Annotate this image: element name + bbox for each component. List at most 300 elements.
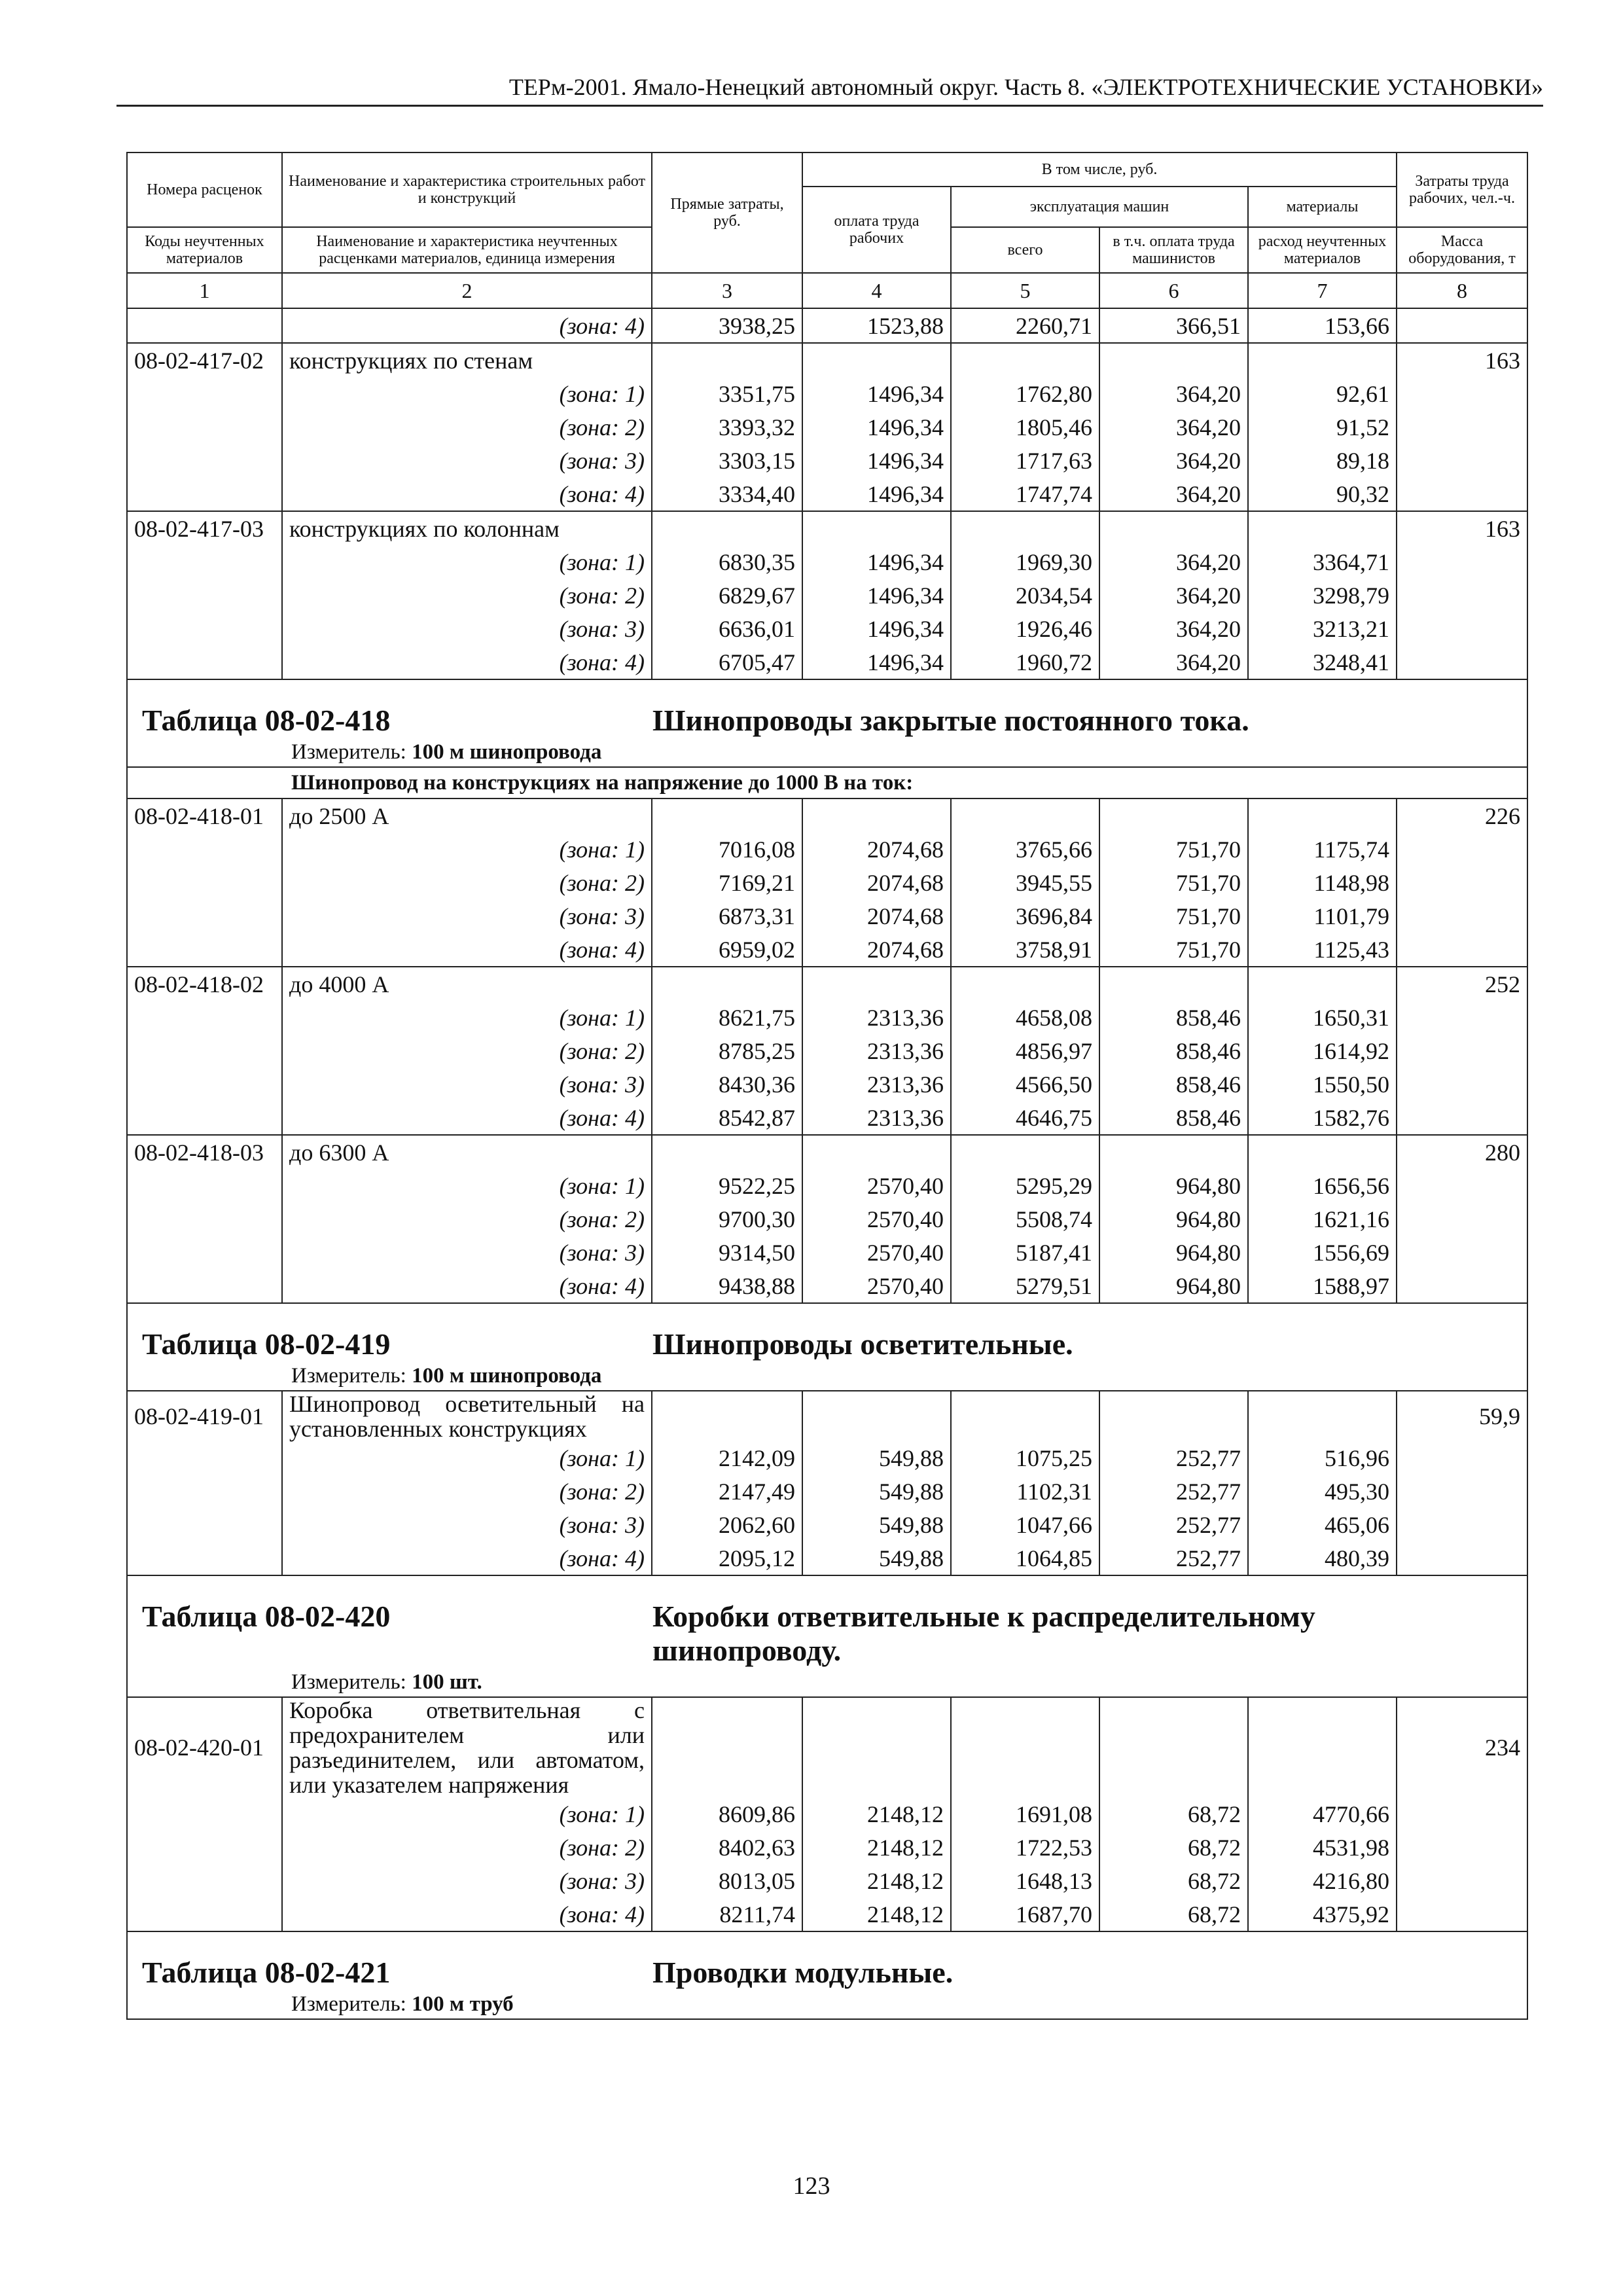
value-cell bbox=[951, 1391, 1099, 1441]
zone-label: (зона: 4) bbox=[282, 308, 652, 343]
table-title-cell bbox=[127, 1575, 1527, 1668]
header-row-1 bbox=[127, 152, 1527, 187]
value-cell: 68,72 bbox=[1099, 1797, 1248, 1831]
value-cell: 2570,40 bbox=[802, 1269, 951, 1303]
code-cell bbox=[127, 833, 282, 866]
code-cell bbox=[127, 645, 282, 679]
labor-cell bbox=[1397, 1831, 1527, 1864]
rate-code: 08-02-417-02 bbox=[127, 343, 282, 377]
value-cell: 6705,47 bbox=[652, 645, 802, 679]
zone-row bbox=[127, 933, 1527, 967]
zone-label: (зона: 2) bbox=[282, 866, 652, 899]
zone-row bbox=[127, 579, 1527, 612]
value-cell: 364,20 bbox=[1099, 579, 1248, 612]
value-cell: 9700,30 bbox=[652, 1202, 802, 1236]
value-cell: 1496,34 bbox=[802, 444, 951, 477]
value-cell bbox=[652, 798, 802, 833]
zone-row bbox=[127, 1034, 1527, 1067]
value-cell bbox=[951, 1135, 1099, 1169]
value-cell: 1101,79 bbox=[1248, 899, 1397, 933]
value-cell: 364,20 bbox=[1099, 377, 1248, 410]
code-cell bbox=[127, 1202, 282, 1236]
value-cell: 964,80 bbox=[1099, 1269, 1248, 1303]
value-cell: 9438,88 bbox=[652, 1269, 802, 1303]
value-cell: 1102,31 bbox=[951, 1475, 1099, 1508]
table-title-row bbox=[127, 1303, 1527, 1361]
zone-row bbox=[127, 866, 1527, 899]
value-cell bbox=[652, 1135, 802, 1169]
code-cell bbox=[127, 1269, 282, 1303]
table-name: Коробки ответвительные к распределительному шинопроводу. bbox=[652, 1600, 1315, 1667]
table-title-row bbox=[127, 1931, 1527, 1990]
value-cell: 1496,34 bbox=[802, 645, 951, 679]
value-cell: 751,70 bbox=[1099, 933, 1248, 967]
labor-cell bbox=[1397, 1508, 1527, 1541]
col-number: 8 bbox=[1397, 273, 1527, 308]
value-cell: 1722,53 bbox=[951, 1831, 1099, 1864]
value-cell: 3696,84 bbox=[951, 899, 1099, 933]
labor-cell bbox=[1397, 308, 1527, 343]
labor-value: 163 bbox=[1397, 343, 1527, 377]
zone-label: (зона: 4) bbox=[282, 1541, 652, 1575]
value-cell: 6873,31 bbox=[652, 899, 802, 933]
value-cell: 2142,09 bbox=[652, 1441, 802, 1475]
zone-row bbox=[127, 308, 1527, 343]
value-cell: 1656,56 bbox=[1248, 1169, 1397, 1202]
zone-row bbox=[127, 1236, 1527, 1269]
value-cell: 8542,87 bbox=[652, 1101, 802, 1135]
labor-cell bbox=[1397, 933, 1527, 967]
zone-label: (зона: 4) bbox=[282, 1269, 652, 1303]
value-cell: 964,80 bbox=[1099, 1169, 1248, 1202]
zone-row bbox=[127, 1269, 1527, 1303]
code-cell bbox=[127, 1067, 282, 1101]
value-cell bbox=[802, 343, 951, 377]
value-cell: 1648,13 bbox=[951, 1864, 1099, 1897]
value-cell: 364,20 bbox=[1099, 410, 1248, 444]
value-cell: 2313,36 bbox=[802, 1001, 951, 1034]
labor-cell bbox=[1397, 899, 1527, 933]
value-cell: 1148,98 bbox=[1248, 866, 1397, 899]
value-cell: 2570,40 bbox=[802, 1169, 951, 1202]
unit-label: Измеритель: bbox=[291, 1670, 406, 1694]
item-name: до 2500 А bbox=[282, 798, 652, 833]
value-cell bbox=[1248, 798, 1397, 833]
item-row bbox=[127, 1391, 1527, 1441]
rates-table bbox=[126, 152, 1528, 2020]
labor-cell bbox=[1397, 410, 1527, 444]
value-cell bbox=[951, 967, 1099, 1001]
labor-cell bbox=[1397, 1067, 1527, 1101]
code-cell bbox=[127, 933, 282, 967]
unit-row bbox=[127, 1668, 1527, 1697]
value-cell: 8211,74 bbox=[652, 1897, 802, 1931]
labor-value: 226 bbox=[1397, 798, 1527, 833]
item-name: до 4000 А bbox=[282, 967, 652, 1001]
rate-code: 08-02-419-01 bbox=[127, 1391, 282, 1441]
labor-cell bbox=[1397, 377, 1527, 410]
zone-label: (зона: 1) bbox=[282, 1001, 652, 1034]
zone-label: (зона: 1) bbox=[282, 833, 652, 866]
col-number: 2 bbox=[282, 273, 652, 308]
value-cell: 1747,74 bbox=[951, 477, 1099, 511]
value-cell: 8402,63 bbox=[652, 1831, 802, 1864]
value-cell: 7016,08 bbox=[652, 833, 802, 866]
value-cell: 2074,68 bbox=[802, 866, 951, 899]
value-cell: 516,96 bbox=[1248, 1441, 1397, 1475]
value-cell: 1588,97 bbox=[1248, 1269, 1397, 1303]
code-cell bbox=[127, 1441, 282, 1475]
zone-label: (зона: 4) bbox=[282, 1101, 652, 1135]
col-header-materials: материалы bbox=[1248, 187, 1397, 227]
value-cell bbox=[1099, 798, 1248, 833]
value-cell bbox=[951, 343, 1099, 377]
code-cell bbox=[127, 899, 282, 933]
value-cell: 366,51 bbox=[1099, 308, 1248, 343]
table-title-row bbox=[127, 679, 1527, 738]
item-name: Шинопровод осветительный на установленных конструкциях bbox=[282, 1391, 652, 1441]
value-cell: 6959,02 bbox=[652, 933, 802, 967]
zone-row bbox=[127, 1541, 1527, 1575]
zone-row bbox=[127, 1202, 1527, 1236]
code-cell bbox=[127, 444, 282, 477]
zone-label: (зона: 2) bbox=[282, 1831, 652, 1864]
zone-label: (зона: 4) bbox=[282, 933, 652, 967]
table-name: Шинопроводы закрытые постоянного тока. bbox=[652, 704, 1249, 737]
zone-row bbox=[127, 899, 1527, 933]
value-cell: 1969,30 bbox=[951, 545, 1099, 579]
value-cell: 9314,50 bbox=[652, 1236, 802, 1269]
code-cell bbox=[127, 579, 282, 612]
value-cell: 8621,75 bbox=[652, 1001, 802, 1034]
labor-cell bbox=[1397, 1797, 1527, 1831]
value-cell bbox=[652, 1697, 802, 1797]
zone-row bbox=[127, 1797, 1527, 1831]
value-cell: 4216,80 bbox=[1248, 1864, 1397, 1897]
table-body bbox=[127, 152, 1527, 2019]
item-row bbox=[127, 798, 1527, 833]
code-cell bbox=[127, 545, 282, 579]
zone-label: (зона: 2) bbox=[282, 410, 652, 444]
zone-row bbox=[127, 645, 1527, 679]
zone-label: (зона: 4) bbox=[282, 645, 652, 679]
zone-row bbox=[127, 1001, 1527, 1034]
zone-label: (зона: 2) bbox=[282, 1202, 652, 1236]
code-cell bbox=[127, 1797, 282, 1831]
value-cell: 2148,12 bbox=[802, 1831, 951, 1864]
value-cell: 964,80 bbox=[1099, 1236, 1248, 1269]
value-cell: 4531,98 bbox=[1248, 1831, 1397, 1864]
value-cell: 549,88 bbox=[802, 1541, 951, 1575]
value-cell bbox=[1099, 1391, 1248, 1441]
table-name: Шинопроводы осветительные. bbox=[652, 1327, 1073, 1361]
zone-row bbox=[127, 410, 1527, 444]
labor-cell bbox=[1397, 1169, 1527, 1202]
labor-cell bbox=[1397, 645, 1527, 679]
labor-cell bbox=[1397, 1897, 1527, 1931]
zone-row bbox=[127, 477, 1527, 511]
zone-label: (зона: 3) bbox=[282, 444, 652, 477]
labor-cell bbox=[1397, 866, 1527, 899]
unit-cell bbox=[127, 1668, 1527, 1697]
value-cell: 90,32 bbox=[1248, 477, 1397, 511]
value-cell: 5295,29 bbox=[951, 1169, 1099, 1202]
zone-row bbox=[127, 833, 1527, 866]
value-cell: 5508,74 bbox=[951, 1202, 1099, 1236]
col-header-labor-costs: Затраты труда рабочих, чел.-ч. bbox=[1397, 152, 1527, 227]
value-cell: 1687,70 bbox=[951, 1897, 1099, 1931]
value-cell: 2313,36 bbox=[802, 1067, 951, 1101]
zone-row bbox=[127, 545, 1527, 579]
col-number: 4 bbox=[802, 273, 951, 308]
zone-row bbox=[127, 1831, 1527, 1864]
value-cell: 68,72 bbox=[1099, 1831, 1248, 1864]
value-cell: 1064,85 bbox=[951, 1541, 1099, 1575]
zone-label: (зона: 1) bbox=[282, 1441, 652, 1475]
zone-label: (зона: 2) bbox=[282, 1475, 652, 1508]
labor-value: 163 bbox=[1397, 511, 1527, 545]
value-cell: 1550,50 bbox=[1248, 1067, 1397, 1101]
rate-code: 08-02-418-02 bbox=[127, 967, 282, 1001]
value-cell bbox=[951, 511, 1099, 545]
unit-cell bbox=[127, 1361, 1527, 1391]
zone-label: (зона: 1) bbox=[282, 545, 652, 579]
col-header-material-codes: Коды неучтенных материалов bbox=[127, 227, 282, 273]
value-cell bbox=[951, 1697, 1099, 1797]
value-cell: 153,66 bbox=[1248, 308, 1397, 343]
section-heading: Шинопровод на конструкциях на напряжение до 1000 В на ток: bbox=[127, 767, 1527, 798]
value-cell: 2147,49 bbox=[652, 1475, 802, 1508]
code-cell bbox=[127, 308, 282, 343]
value-cell: 751,70 bbox=[1099, 899, 1248, 933]
value-cell: 1805,46 bbox=[951, 410, 1099, 444]
code-cell bbox=[127, 1541, 282, 1575]
value-cell bbox=[652, 343, 802, 377]
value-cell: 858,46 bbox=[1099, 1034, 1248, 1067]
labor-value: 252 bbox=[1397, 967, 1527, 1001]
value-cell bbox=[652, 967, 802, 1001]
zone-row bbox=[127, 1441, 1527, 1475]
value-cell: 5187,41 bbox=[951, 1236, 1099, 1269]
code-cell bbox=[127, 377, 282, 410]
value-cell: 8430,36 bbox=[652, 1067, 802, 1101]
zone-row bbox=[127, 1864, 1527, 1897]
unit-value: 100 м труб bbox=[412, 1992, 514, 2016]
value-cell: 1075,25 bbox=[951, 1441, 1099, 1475]
code-cell bbox=[127, 866, 282, 899]
value-cell: 1047,66 bbox=[951, 1508, 1099, 1541]
zone-label: (зона: 1) bbox=[282, 1797, 652, 1831]
value-cell: 1496,34 bbox=[802, 377, 951, 410]
unit-row bbox=[127, 738, 1527, 767]
value-cell: 364,20 bbox=[1099, 444, 1248, 477]
value-cell: 1582,76 bbox=[1248, 1101, 1397, 1135]
value-cell bbox=[1099, 1135, 1248, 1169]
value-cell: 1621,16 bbox=[1248, 1202, 1397, 1236]
value-cell: 3758,91 bbox=[951, 933, 1099, 967]
value-cell bbox=[1248, 1135, 1397, 1169]
table-name: Проводки модульные. bbox=[652, 1956, 954, 1989]
zone-label: (зона: 3) bbox=[282, 1508, 652, 1541]
value-cell: 8013,05 bbox=[652, 1864, 802, 1897]
labor-cell bbox=[1397, 1034, 1527, 1067]
value-cell: 9522,25 bbox=[652, 1169, 802, 1202]
zone-label: (зона: 1) bbox=[282, 1169, 652, 1202]
value-cell: 364,20 bbox=[1099, 545, 1248, 579]
code-cell bbox=[127, 1034, 282, 1067]
labor-cell bbox=[1397, 1269, 1527, 1303]
value-cell bbox=[802, 1135, 951, 1169]
labor-cell bbox=[1397, 1202, 1527, 1236]
value-cell bbox=[1099, 1697, 1248, 1797]
value-cell: 252,77 bbox=[1099, 1508, 1248, 1541]
value-cell bbox=[652, 511, 802, 545]
code-cell bbox=[127, 477, 282, 511]
table-title: Таблица 08-02-419 bbox=[142, 1327, 391, 1361]
labor-cell bbox=[1397, 579, 1527, 612]
value-cell: 480,39 bbox=[1248, 1541, 1397, 1575]
zone-label: (зона: 3) bbox=[282, 899, 652, 933]
value-cell: 5279,51 bbox=[951, 1269, 1099, 1303]
code-cell bbox=[127, 1101, 282, 1135]
labor-value: 234 bbox=[1397, 1697, 1527, 1797]
value-cell: 252,77 bbox=[1099, 1475, 1248, 1508]
zone-row bbox=[127, 1508, 1527, 1541]
value-cell bbox=[802, 1697, 951, 1797]
value-cell: 1496,34 bbox=[802, 545, 951, 579]
value-cell: 252,77 bbox=[1099, 1541, 1248, 1575]
value-cell: 1762,80 bbox=[951, 377, 1099, 410]
value-cell: 751,70 bbox=[1099, 866, 1248, 899]
value-cell: 3945,55 bbox=[951, 866, 1099, 899]
value-cell: 68,72 bbox=[1099, 1864, 1248, 1897]
col-header-including: В том числе, руб. bbox=[802, 152, 1397, 187]
col-header-machines-total: всего bbox=[951, 227, 1099, 273]
value-cell: 1960,72 bbox=[951, 645, 1099, 679]
value-cell: 3213,21 bbox=[1248, 612, 1397, 645]
labor-cell bbox=[1397, 477, 1527, 511]
unit-label: Измеритель: bbox=[291, 1364, 406, 1388]
table-title-cell bbox=[127, 679, 1527, 738]
unit-cell bbox=[127, 1990, 1527, 2019]
value-cell: 252,77 bbox=[1099, 1441, 1248, 1475]
labor-cell bbox=[1397, 1864, 1527, 1897]
value-cell: 3364,71 bbox=[1248, 545, 1397, 579]
header-rule bbox=[116, 105, 1543, 107]
col-header-direct-costs: Прямые затраты, руб. bbox=[652, 152, 802, 273]
zone-label: (зона: 3) bbox=[282, 1864, 652, 1897]
value-cell: 4646,75 bbox=[951, 1101, 1099, 1135]
value-cell: 3393,32 bbox=[652, 410, 802, 444]
table-title-cell bbox=[127, 1303, 1527, 1361]
value-cell: 8785,25 bbox=[652, 1034, 802, 1067]
item-name: конструкциях по колоннам bbox=[282, 511, 652, 545]
col-header-operators-pay: в т.ч. оплата труда машинистов bbox=[1099, 227, 1248, 273]
code-cell bbox=[127, 1864, 282, 1897]
col-header-material-names: Наименование и характеристика неучтенных расценками материалов, единица измерения bbox=[282, 227, 652, 273]
item-row bbox=[127, 343, 1527, 377]
rate-code: 08-02-420-01 bbox=[127, 1697, 282, 1797]
value-cell: 364,20 bbox=[1099, 612, 1248, 645]
zone-label: (зона: 1) bbox=[282, 377, 652, 410]
zone-row bbox=[127, 1101, 1527, 1135]
value-cell bbox=[802, 511, 951, 545]
labor-cell bbox=[1397, 545, 1527, 579]
value-cell: 2570,40 bbox=[802, 1236, 951, 1269]
unit-value: 100 шт. bbox=[412, 1670, 482, 1694]
value-cell: 3298,79 bbox=[1248, 579, 1397, 612]
value-cell: 1125,43 bbox=[1248, 933, 1397, 967]
value-cell: 2148,12 bbox=[802, 1864, 951, 1897]
table-title-cell bbox=[127, 1931, 1527, 1990]
zone-row bbox=[127, 444, 1527, 477]
col-header-workers-pay: оплата труда рабочих bbox=[802, 187, 951, 273]
value-cell bbox=[1248, 511, 1397, 545]
value-cell: 858,46 bbox=[1099, 1101, 1248, 1135]
value-cell: 4566,50 bbox=[951, 1067, 1099, 1101]
item-name: до 6300 А bbox=[282, 1135, 652, 1169]
value-cell: 495,30 bbox=[1248, 1475, 1397, 1508]
value-cell: 4856,97 bbox=[951, 1034, 1099, 1067]
value-cell: 2095,12 bbox=[652, 1541, 802, 1575]
value-cell: 3938,25 bbox=[652, 308, 802, 343]
value-cell: 858,46 bbox=[1099, 1067, 1248, 1101]
value-cell: 6830,35 bbox=[652, 545, 802, 579]
value-cell: 364,20 bbox=[1099, 645, 1248, 679]
col-header-work-name: Наименование и характеристика строительных работ и конструкций bbox=[282, 152, 652, 227]
unit-cell bbox=[127, 738, 1527, 767]
zone-label: (зона: 2) bbox=[282, 579, 652, 612]
value-cell: 1926,46 bbox=[951, 612, 1099, 645]
value-cell: 4375,92 bbox=[1248, 1897, 1397, 1931]
labor-cell bbox=[1397, 1101, 1527, 1135]
value-cell: 2148,12 bbox=[802, 1797, 951, 1831]
col-number: 6 bbox=[1099, 273, 1248, 308]
code-cell bbox=[127, 1001, 282, 1034]
item-row bbox=[127, 1135, 1527, 1169]
code-cell bbox=[127, 1236, 282, 1269]
rate-code: 08-02-418-03 bbox=[127, 1135, 282, 1169]
zone-row bbox=[127, 1169, 1527, 1202]
labor-value: 280 bbox=[1397, 1135, 1527, 1169]
value-cell: 91,52 bbox=[1248, 410, 1397, 444]
zone-label: (зона: 4) bbox=[282, 477, 652, 511]
code-cell bbox=[127, 1508, 282, 1541]
value-cell: 2062,60 bbox=[652, 1508, 802, 1541]
code-cell bbox=[127, 1169, 282, 1202]
code-cell bbox=[127, 1475, 282, 1508]
table-title-row bbox=[127, 1575, 1527, 1668]
col-number: 3 bbox=[652, 273, 802, 308]
code-cell bbox=[127, 1831, 282, 1864]
item-row bbox=[127, 511, 1527, 545]
value-cell: 68,72 bbox=[1099, 1897, 1248, 1931]
col-number: 1 bbox=[127, 273, 282, 308]
value-cell: 1496,34 bbox=[802, 612, 951, 645]
value-cell: 858,46 bbox=[1099, 1001, 1248, 1034]
unit-label: Измеритель: bbox=[291, 1992, 406, 2016]
value-cell: 1496,34 bbox=[802, 579, 951, 612]
value-cell bbox=[1248, 1391, 1397, 1441]
labor-cell bbox=[1397, 612, 1527, 645]
value-cell: 2074,68 bbox=[802, 933, 951, 967]
value-cell bbox=[1099, 511, 1248, 545]
zone-row bbox=[127, 377, 1527, 410]
value-cell bbox=[802, 1391, 951, 1441]
value-cell bbox=[1248, 1697, 1397, 1797]
labor-cell bbox=[1397, 1441, 1527, 1475]
value-cell: 3248,41 bbox=[1248, 645, 1397, 679]
